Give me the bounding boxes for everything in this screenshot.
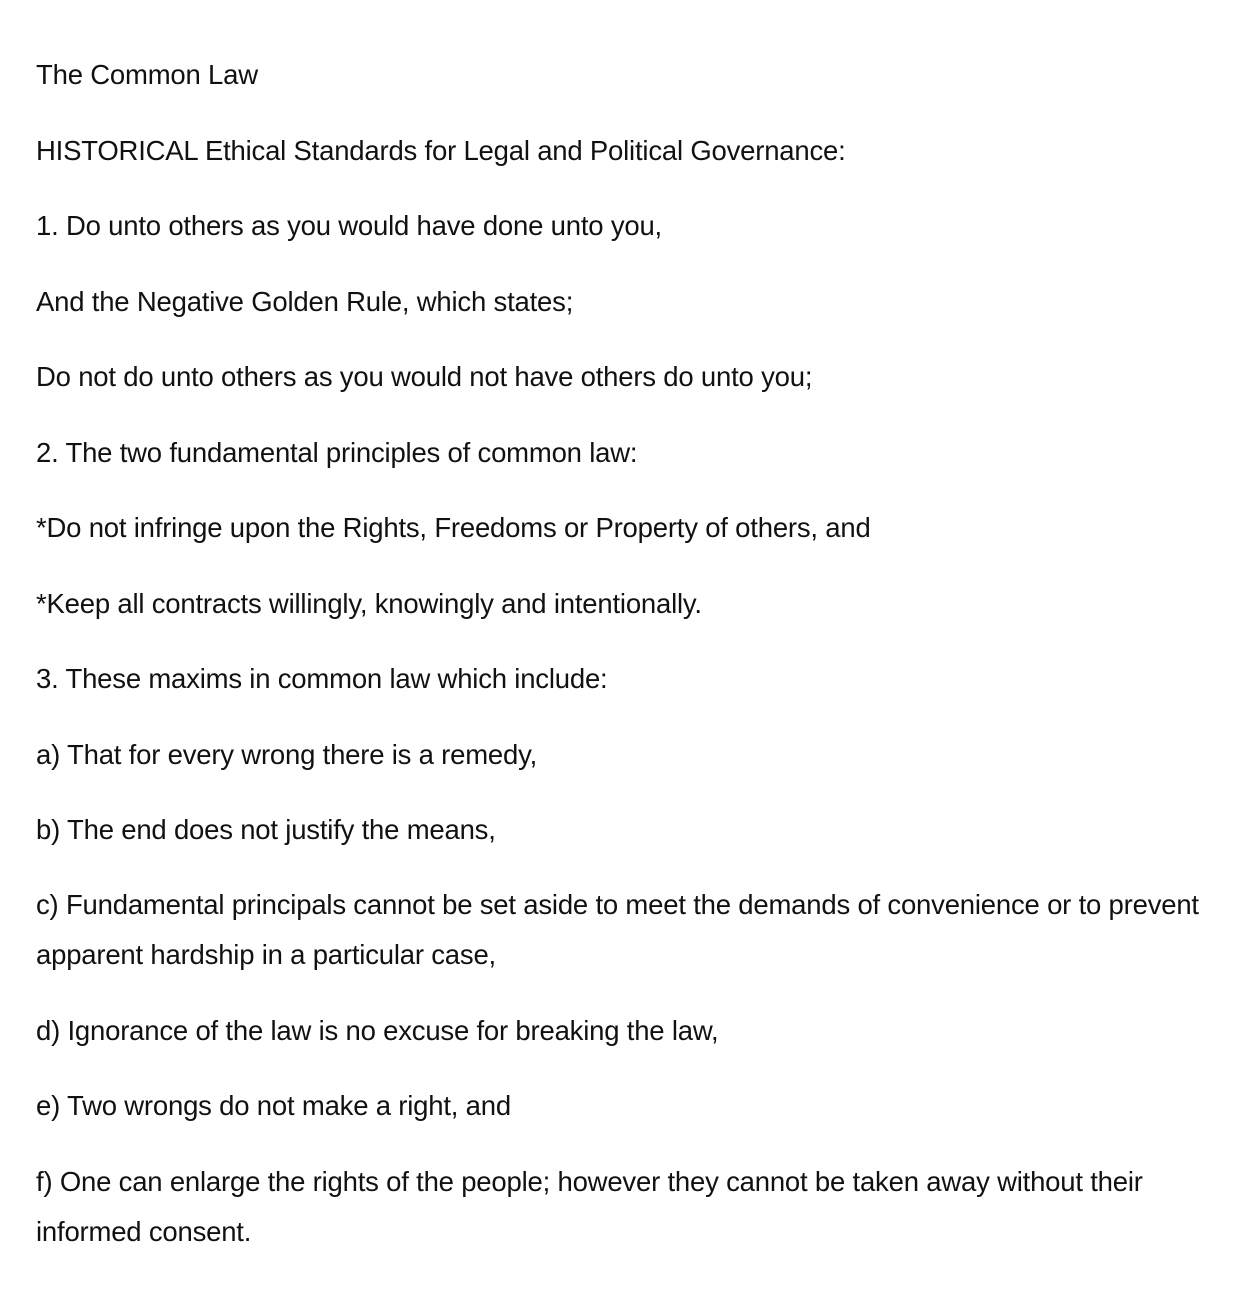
principle-2: *Keep all contracts willingly, knowingly and intentionally. <box>36 588 702 619</box>
document-title: The Common Law <box>36 59 258 90</box>
maxim-c: c) Fundamental principals cannot be set aside to meet the demands of convenience or to prevent apparent hardship in a particular case, <box>36 889 1199 970</box>
negative-golden-rule-intro: And the Negative Golden Rule, which states; <box>36 286 574 317</box>
rule-1-line: 1. Do unto others as you would have done unto you, <box>36 210 662 241</box>
maxim-b: b) The end does not justify the means, <box>36 814 496 845</box>
document-subtitle: HISTORICAL Ethical Standards for Legal and Political Governance: <box>36 135 846 166</box>
rule-2-line: 2. The two fundamental principles of common law: <box>36 437 638 468</box>
maxim-f: f) One can enlarge the rights of the people; however they cannot be taken away without their informed consent. <box>36 1166 1143 1247</box>
negative-golden-rule-text: Do not do unto others as you would not have others do unto you; <box>36 361 813 392</box>
principle-1: *Do not infringe upon the Rights, Freedoms or Property of others, and <box>36 512 871 543</box>
maxim-e: e) Two wrongs do not make a right, and <box>36 1090 511 1121</box>
rule-3-line: 3. These maxims in common law which include: <box>36 663 608 694</box>
maxim-a: a) That for every wrong there is a remedy, <box>36 739 538 770</box>
maxim-d: d) Ignorance of the law is no excuse for breaking the law, <box>36 1015 719 1046</box>
